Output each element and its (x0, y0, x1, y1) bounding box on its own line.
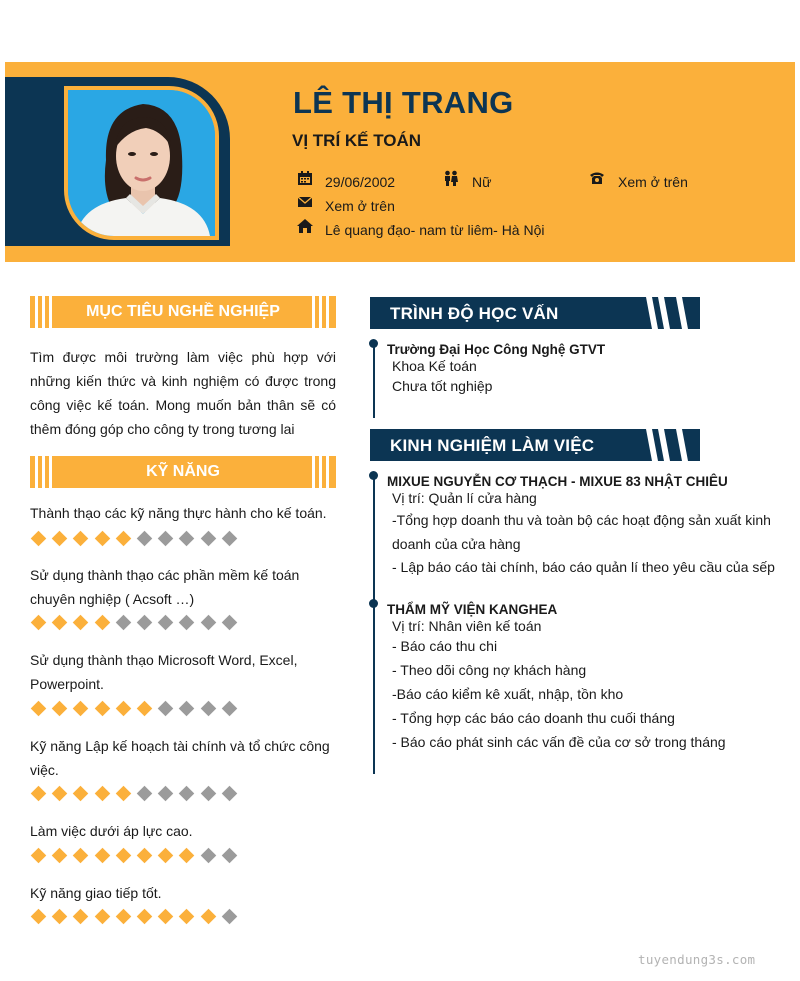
job-role: Vị trí: Nhân viên kế toán (392, 618, 542, 634)
rating-diamond-filled (31, 701, 47, 717)
watermark: tuyendung3s.com (638, 952, 756, 967)
rating-diamond-empty (200, 848, 216, 864)
rating-diamond-empty (200, 531, 216, 547)
company-name: MIXUE NGUYỄN CƠ THẠCH - MIXUE 83 NHẬT CHIÊU (387, 474, 728, 489)
education-detail: Chưa tốt nghiệp (392, 378, 493, 394)
profile-photo (64, 86, 219, 240)
email[interactable]: Xem ở trên (325, 198, 395, 214)
rating-diamond-filled (158, 909, 174, 925)
experience-title: KINH NGHIỆM LÀM VIỆC (390, 436, 595, 455)
experience-timeline (373, 477, 375, 774)
rating-diamond-empty (179, 615, 195, 631)
rating-diamond-empty (222, 848, 238, 864)
rating-diamond-empty (137, 531, 153, 547)
job-duty: - Báo cáo thu chi (392, 638, 498, 654)
rating-diamond-filled (31, 848, 47, 864)
rating-diamond-filled (52, 615, 68, 631)
rating-diamond-filled (158, 848, 174, 864)
rating-diamond-filled (94, 786, 110, 802)
objective-heading-bar (30, 296, 336, 328)
rating-diamond-filled (73, 786, 89, 802)
rating-diamond-filled (52, 531, 68, 547)
rating-diamond-empty (222, 531, 238, 547)
timeline-dot (369, 471, 378, 480)
skill-label: Sử dụng thành thạo Microsoft Word, Excel, Powerpoint. (30, 652, 298, 692)
candidate-name: LÊ THỊ TRANG (293, 85, 514, 120)
rating-diamond-empty (222, 909, 238, 925)
rating-diamond-filled (31, 531, 47, 547)
skill-label: Làm việc dưới áp lực cao. (30, 823, 193, 839)
rating-diamond-filled (137, 701, 153, 717)
rating-diamond-filled (52, 786, 68, 802)
people-icon (443, 170, 459, 186)
rating-diamond-empty (222, 786, 238, 802)
rating-diamond-filled (137, 848, 153, 864)
rating-diamond-empty (222, 701, 238, 717)
skills-title: KỸ NĂNG (146, 463, 220, 480)
heading-slashes (640, 297, 700, 329)
rating-diamond-empty (158, 701, 174, 717)
rating-diamond-filled (179, 909, 195, 925)
rating-diamond-empty (158, 786, 174, 802)
rating-diamond-filled (73, 909, 89, 925)
rating-diamond-filled (52, 848, 68, 864)
rating-diamond-filled (52, 701, 68, 717)
timeline-dot (369, 339, 378, 348)
phone: Xem ở trên (618, 174, 688, 190)
rating-diamond-filled (94, 615, 110, 631)
rating-diamond-filled (116, 909, 132, 925)
job-duty: - Theo dõi công nợ khách hàng (392, 662, 587, 678)
education-title: TRÌNH ĐỘ HỌC VẤN (390, 304, 559, 323)
envelope-icon (297, 194, 313, 210)
rating-diamond-filled (94, 531, 110, 547)
rating-diamond-empty (200, 701, 216, 717)
objective-text: Tìm được môi trường làm việc phù hợp với những kiến thức và kinh nghiệm có được trong công việc kế toán. Mong muốn bản thân sẽ có thêm đóng góp cho công ty trong tương lai (30, 349, 336, 437)
rating-diamond-filled (73, 615, 89, 631)
rating-diamond-filled (94, 909, 110, 925)
job-duty: -Báo cáo kiểm kê xuất, nhập, tồn kho (392, 686, 624, 702)
gender: Nữ (472, 174, 492, 190)
job-role: Vị trí: Quản lí cửa hàng (392, 490, 537, 506)
objective-title: MỤC TIÊU NGHỀ NGHIỆP (86, 303, 280, 320)
company-name: THẨM MỸ VIỆN KANGHEA (387, 602, 558, 617)
rating-diamond-filled (179, 848, 195, 864)
calendar-icon (297, 170, 313, 186)
rating-diamond-filled (200, 909, 216, 925)
rating-diamond-empty (179, 786, 195, 802)
rating-diamond-empty (200, 615, 216, 631)
rating-diamond-filled (94, 701, 110, 717)
job-duty: - Báo cáo phát sinh các vấn đề của cơ sở trong tháng (392, 734, 726, 750)
timeline-dot (369, 599, 378, 608)
rating-diamond-empty (179, 701, 195, 717)
job-duty: -Tổng hợp doanh thu và toàn bộ các hoạt động sản xuất kinh doanh của cửa hàng (392, 512, 771, 552)
rating-diamond-filled (73, 701, 89, 717)
rating-diamond-filled (116, 848, 132, 864)
address: Lê quang đạo- nam từ liêm- Hà Nội (325, 222, 545, 238)
rating-diamond-filled (116, 701, 132, 717)
education-heading-bar (370, 297, 700, 329)
rating-diamond-empty (158, 615, 174, 631)
skills-heading-bar (30, 456, 336, 488)
skill-label: Thành thạo các kỹ năng thực hành cho kế toán. (30, 505, 327, 521)
birthdate: 29/06/2002 (325, 174, 396, 190)
rating-diamond-filled (116, 531, 132, 547)
rating-diamond-empty (158, 531, 174, 547)
rating-diamond-empty (137, 786, 153, 802)
rating-diamond-filled (94, 848, 110, 864)
rating-diamond-empty (137, 615, 153, 631)
rating-diamond-filled (73, 848, 89, 864)
rating-diamond-filled (31, 786, 47, 802)
education-timeline (373, 346, 375, 418)
rating-diamond-filled (31, 909, 47, 925)
rating-diamond-filled (52, 909, 68, 925)
skill-label: Kỹ năng giao tiếp tốt. (30, 885, 162, 901)
rating-diamond-filled (116, 786, 132, 802)
rating-diamond-empty (200, 786, 216, 802)
rating-diamond-filled (137, 909, 153, 925)
heading-slashes (640, 429, 700, 461)
job-duty: - Tổng hợp các báo cáo doanh thu cuối tháng (392, 710, 675, 726)
rating-diamond-empty (179, 531, 195, 547)
phone-icon (589, 170, 605, 186)
education-detail: Khoa Kế toán (392, 358, 477, 374)
job-duty: - Lập báo cáo tài chính, báo cáo quản lí theo yêu cầu của sếp (392, 559, 775, 575)
skill-label: Kỹ năng Lập kế hoạch tài chính và tổ chức công việc. (30, 738, 330, 778)
skill-label: Sử dụng thành thạo các phần mềm kế toán chuyên nghiệp ( Acsoft …) (30, 567, 300, 607)
rating-diamond-empty (222, 615, 238, 631)
job-position: VỊ TRÍ KẾ TOÁN (292, 131, 422, 150)
rating-diamond-empty (116, 615, 132, 631)
rating-diamond-filled (73, 531, 89, 547)
rating-diamond-filled (31, 615, 47, 631)
school-name: Trường Đại Học Công Nghệ GTVT (387, 342, 606, 357)
experience-heading-bar (370, 429, 700, 461)
home-icon (297, 218, 313, 234)
